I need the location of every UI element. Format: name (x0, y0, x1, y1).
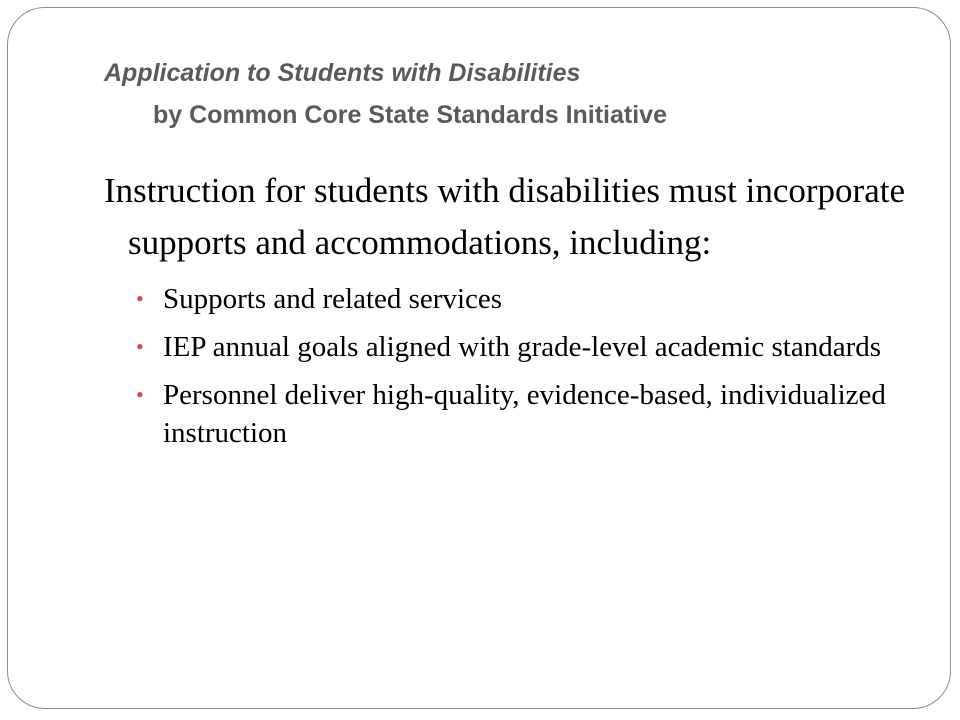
bullet-text: Supports and related services (163, 283, 503, 315)
slide-title-line-2: by Common Core State Standards Initiative (153, 101, 667, 129)
bullet-icon: • (136, 382, 144, 407)
bullet-icon: • (136, 334, 144, 359)
slide-body (104, 165, 924, 462)
bullet-text: Personnel deliver high-quality, evidence-based, individualized instruction (163, 379, 886, 449)
lead-paragraph: Instruction for students with disabilities must incorporate supports and accommodations, including: (104, 171, 905, 262)
list-item (104, 376, 924, 452)
bullet-list (104, 280, 924, 452)
list-item (104, 328, 924, 366)
slide-title-line-1: Application to Students with Disabilities (104, 59, 581, 87)
bullet-text: IEP annual goals aligned with grade-level academic standards (163, 331, 882, 363)
slide-title (104, 52, 904, 136)
bullet-icon: • (136, 286, 144, 311)
list-item (104, 280, 924, 318)
